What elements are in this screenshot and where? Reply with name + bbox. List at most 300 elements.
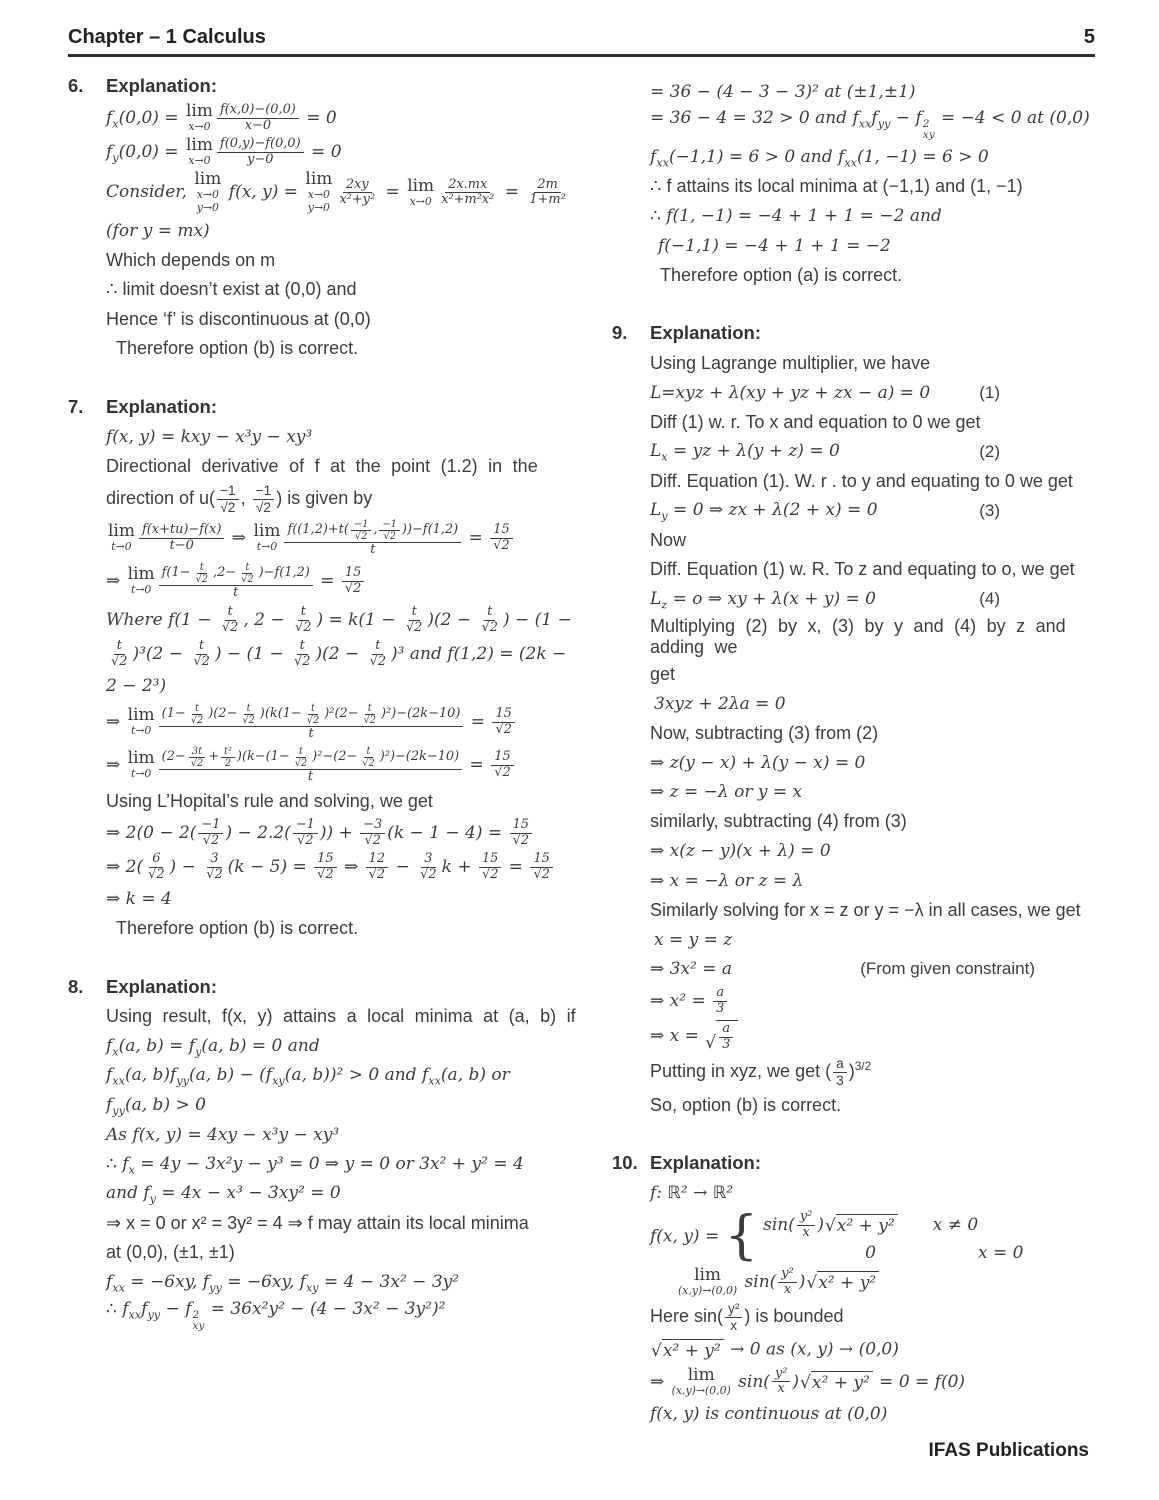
numerator: 2x.mx [445, 178, 490, 194]
content-line [650, 203, 1095, 229]
numerator: 2m [534, 178, 560, 194]
line-content: $L_z = o$ ⇒ xy + λ(x + y) = 0 [650, 588, 876, 611]
denominator: 2 [224, 757, 232, 769]
numerator: f(1− $\frac{t}{√2}$ ,2− $\frac{t}{√2}$ )−f(1,2) [159, 562, 313, 587]
denominator: √2 [405, 619, 423, 635]
section-number: 8. [68, 975, 84, 997]
numerator: −3 [360, 818, 385, 834]
limit-with-subscript [128, 707, 155, 738]
limit-with-subscript [253, 523, 280, 554]
numerator: −1 [217, 483, 239, 500]
fraction [526, 178, 568, 209]
content-line [106, 1004, 576, 1030]
subscript: xx [428, 1074, 441, 1088]
limit-under-row: t→0 [256, 540, 278, 554]
limit-with-subscript [186, 103, 213, 134]
content-line [650, 350, 1095, 376]
limit-with-subscript [678, 1267, 737, 1298]
content-line [106, 424, 576, 450]
denominator: x−0 [244, 117, 272, 133]
fraction [417, 852, 439, 883]
limit-under [257, 541, 277, 554]
line-content: Which depends on m [106, 249, 276, 270]
fraction [403, 605, 425, 636]
content-line [650, 868, 1095, 894]
fraction [293, 818, 318, 849]
content-line [650, 1337, 1095, 1363]
line-content: ⇒ lim t→0 (1− $\frac{t}{√2}$ )(2− $\frac{t}{√2}$ )(k(1− $\frac{t}{√2}$ )²(2− $\frac{t}{√2}$ )²)−(2k−10) t = $\frac{15}{√2}$ [106, 703, 517, 742]
line-content: ⇒ 3x² = a [650, 959, 733, 980]
denominator: √2 [420, 867, 437, 883]
denominator: t [307, 769, 313, 785]
fraction [361, 703, 379, 727]
numerator: y² [778, 1267, 796, 1283]
subscript: x [661, 450, 668, 464]
line-content: So, option (b) is correct. [650, 1094, 842, 1115]
fraction [190, 639, 212, 670]
denominator: x [730, 1317, 738, 1333]
content-line [650, 1020, 1095, 1053]
denominator: √2 [317, 867, 334, 883]
numerator: −1 [351, 519, 371, 531]
radical-sign: √ [806, 1273, 818, 1294]
denominator: √2 [369, 653, 387, 669]
fraction [145, 852, 167, 883]
fraction [239, 703, 257, 727]
limit-under-row: y→0 [196, 200, 219, 214]
section-body [106, 103, 576, 362]
content-line [650, 174, 1095, 200]
content-line [650, 439, 1095, 465]
square-root [806, 1271, 879, 1293]
equation-number: (1) [979, 382, 1000, 402]
limit-with-subscript [128, 750, 155, 781]
denominator: x²+m²x² [441, 192, 495, 208]
column-left [68, 75, 576, 1461]
fraction [253, 483, 275, 515]
equation-number: (From given constraint) [860, 959, 1035, 979]
denominator: √2 [354, 531, 368, 543]
content-line [650, 1364, 1095, 1398]
numerator: a [713, 986, 727, 1002]
numerator: 15 [342, 566, 364, 582]
denominator: √2 [495, 721, 512, 737]
content-line [106, 1092, 576, 1118]
limit-under [308, 189, 330, 214]
content-line [106, 1122, 576, 1148]
denominator: 3 [716, 1000, 725, 1016]
page-number: 5 [1083, 26, 1095, 48]
subscript: xx [844, 155, 857, 169]
denominator: √2 [148, 867, 165, 883]
content-line [106, 483, 576, 515]
subscript: xx [858, 117, 872, 131]
content-line [650, 750, 1095, 776]
line-content: 3xyz + 2λa = 0 [654, 693, 786, 714]
section-heading: Explanation: [106, 975, 218, 997]
subscript: x [128, 1163, 135, 1177]
numerator: a [719, 1022, 733, 1038]
limit-under-row: (x,y)→(0,0) [671, 1383, 731, 1397]
content-line [650, 779, 1095, 805]
fraction [108, 639, 130, 670]
fraction [219, 605, 241, 636]
line-content: Diff. Equation (1) w. R. To z and equating to o, we get [650, 559, 1075, 580]
line-content: f(x, y) = kxy − x³y − xy³ [106, 426, 313, 447]
square-root [705, 1020, 738, 1053]
denominator: √2 [364, 832, 381, 848]
section [612, 1152, 1095, 1427]
section-head [68, 396, 576, 418]
subscript: xy [272, 1074, 285, 1088]
fraction [159, 562, 313, 601]
line-content: at (0,0), (±1, ±1) [106, 1242, 235, 1263]
numerator: y² [797, 1210, 815, 1226]
denominator: √2 [512, 832, 529, 848]
denominator: √2 [383, 531, 396, 543]
content-line [650, 108, 1095, 141]
limit-word: lim [127, 748, 155, 769]
section-number: 10. [612, 1152, 638, 1174]
line-content: = 36 − (4 − 3 − 3)² at (±1,±1) [650, 81, 916, 102]
numerator: t [242, 562, 252, 574]
fraction [217, 483, 239, 515]
denominator: x [802, 1224, 810, 1240]
limit-under-row: t→0 [130, 767, 152, 781]
line-content: $f_{xx} = -6xy$, $f_{yy} = -6xy$, $f_{xy} = 4 - 3x^2 - 3y^2$ [106, 1271, 460, 1295]
page-header [68, 26, 1095, 49]
denominator: √2 [294, 653, 311, 669]
line-content: Hence ‘f’ is discontinuous at (0,0) [106, 308, 371, 329]
limit-under-row: t→0 [130, 583, 152, 597]
content-line [660, 262, 1095, 288]
numerator: f(x+tu)−f(x) [139, 523, 224, 539]
line-content: Putting in xyz, we get ( $\frac{a}{3}$ )$^{3/2}$ [650, 1056, 872, 1088]
fraction [291, 639, 313, 670]
section [68, 396, 576, 942]
superscript: 3/2 [854, 1059, 872, 1074]
line-content: f(−1,1) = −4 + 1 + 1 = −2 [658, 235, 891, 256]
content-line [106, 673, 576, 699]
section-number: 6. [68, 75, 84, 96]
line-content: As f(x, y) = 4xy − x³y − xy³ [106, 1124, 340, 1145]
fraction [336, 178, 378, 209]
limit-under-row: x→0 [188, 154, 211, 168]
line-content: ⇒ x = −λ or z = λ [650, 870, 804, 891]
line-content: Directional derivative of f at the point (1.2) in the [106, 455, 538, 476]
fraction [238, 562, 256, 586]
denominator: √2 [297, 832, 314, 848]
line-content: Similarly solving for x = z or y = −λ in all cases, we get [650, 899, 1081, 920]
fraction [479, 605, 501, 636]
content-line [106, 703, 576, 742]
denominator: √2 [190, 757, 204, 769]
fraction [292, 746, 310, 770]
content-line [650, 144, 1095, 170]
content-line [106, 137, 576, 168]
denominator: √2 [494, 764, 511, 780]
numerator: 15 [314, 852, 336, 868]
line-content: ∴ $f_x = 4y - 3x^2y - y^3 = 0$ ⇒ y = 0 or 3x² + y² = 4 [106, 1153, 524, 1177]
content-line [650, 661, 1095, 687]
fraction [217, 103, 299, 134]
limit-word: lim [194, 169, 222, 190]
numerator: t [372, 639, 383, 655]
section-body [106, 1004, 576, 1332]
fraction [198, 818, 223, 849]
denominator: √2 [241, 574, 254, 586]
content-line [654, 927, 1095, 953]
limit-word: lim [694, 1265, 722, 1286]
line-content: ⇒ x(z − y)(x + λ) = 0 [650, 841, 831, 862]
line-content: ⇒ x = √ $\frac{a}{3}$ [650, 1020, 739, 1053]
content-line [106, 1210, 576, 1236]
line-content: $f_y(0,0)$ = lim x→0 $\frac{f(0,y)-f(0,0)}{y-0}$ = 0 [106, 135, 342, 168]
denominator: t [233, 585, 239, 601]
fraction [366, 852, 388, 883]
section-number: 9. [612, 322, 628, 344]
numerator: a [833, 1056, 847, 1073]
line-content: f: ℝ² → ℝ² [650, 1183, 734, 1204]
subscript: y [661, 509, 668, 523]
line-content: ⇒ lim (x,y)→(0,0) sin( $\frac{\text{y²}}{x}$ ) √ x² + y² = 0 = f(0) [650, 1364, 966, 1397]
denominator: x [777, 1381, 785, 1397]
fraction [159, 746, 463, 785]
limit-with-subscript [305, 171, 332, 214]
numerator: t [298, 605, 309, 621]
limit-word: lim [108, 521, 135, 542]
fraction [292, 605, 314, 636]
line-content: ⇒ 2( $\frac{6}{√2}$ ) − $\frac{3}{√2}$ (k − 5) = $\frac{15}{√2}$ ⇒ $\frac{12}{√2}$ − $\frac{3}{√2}$ k + $\frac{15}{√2}$ = $\frac{15}{√2}$ [106, 852, 555, 883]
line-content: ⇒ 2(0 − 2( $\frac{-1}{√2}$ ) − 2.2( $\frac{-1}{√2}$ )) + $\frac{-3}{√2}$ (k − 1 − 4) = $\frac{15}{√2}$ [106, 818, 534, 849]
content-line [650, 956, 1095, 982]
content-line [650, 838, 1095, 864]
fraction [492, 707, 514, 738]
sub: xy [192, 1319, 205, 1332]
numerator: −1 [379, 519, 399, 531]
content-line [106, 519, 576, 558]
content-line [106, 306, 576, 332]
radical-sign: √ [651, 1341, 662, 1362]
subscript: xx [128, 1308, 142, 1322]
limit-with-subscript [186, 137, 213, 168]
numerator: 3 [207, 852, 221, 868]
line-content: Therefore option (a) is correct. [660, 264, 903, 285]
line-content: (for y = mx) [106, 220, 210, 241]
limit-under [111, 541, 131, 554]
denominator: √2 [344, 581, 362, 597]
limit-with-subscript [407, 175, 435, 209]
denominator: √2 [111, 653, 128, 669]
fraction [772, 1367, 790, 1398]
line-content: ∴ $f_{xx}f_{yy} - f$ 2 xy = 36x²y² − (4 − 3x² − 3y²)² [106, 1298, 446, 1332]
content-line [106, 1063, 576, 1089]
section-body [650, 1180, 1095, 1427]
fraction [217, 137, 304, 168]
line-content: Consider, lim x→0 y→0 f(x, y) = lim x→0 y→0 $\frac{2xy}{\text{x²+y²}}$ = lim x→0 $\frac{2x.mx}{\text{x²+m²x²}}$ = $\frac{2m}{\text{1+m²}}$ [106, 171, 571, 214]
content-line [650, 586, 1095, 612]
fraction [438, 178, 497, 209]
equation-number: (3) [979, 500, 1000, 520]
section-heading: Explanation: [106, 395, 218, 417]
line-content: direction of u( $\frac{-1}{√2}$ , $\frac{-1}{√2}$ ) is given by [106, 482, 373, 515]
numerator: 3t [189, 746, 205, 758]
line-content: Therefore option (b) is correct. [116, 918, 359, 939]
line-content: √ x² + y² → 0 as (x, y) → (0,0) [651, 1339, 899, 1362]
radicand [716, 1020, 738, 1053]
content-line [650, 1180, 1095, 1206]
section [612, 79, 1095, 289]
case-rows [763, 1210, 1023, 1264]
fraction [833, 1056, 847, 1088]
piecewise-cases [724, 1205, 1024, 1267]
subscript: yy [209, 1281, 222, 1295]
section-heading: Explanation: [106, 75, 218, 96]
content-line [106, 1299, 576, 1332]
numerator: t² [221, 746, 235, 758]
line-content: ∴ f attains its local minima at (−1,1) and (1, −1) [650, 176, 1023, 197]
fraction [725, 1301, 742, 1333]
content-line [658, 233, 1095, 259]
content-line [650, 380, 1095, 406]
equation-number: (2) [979, 441, 1000, 461]
numerator: y² [725, 1301, 742, 1318]
line-content: Diff (1) w. r. To x and equation to 0 we get [650, 411, 981, 432]
content-line [650, 527, 1095, 553]
square-root [825, 1214, 898, 1236]
radicand: x² + y² [817, 1271, 879, 1293]
column-right [612, 75, 1095, 1461]
case-row: sin( $\frac{\text{y²}}{x}$ ) √ x² + y² x ≠ 0 [763, 1208, 979, 1240]
radical-sign: √ [800, 1372, 811, 1393]
content-line [106, 852, 576, 883]
content-line [116, 916, 576, 942]
line-content: lim (x,y)→(0,0) sin( $\frac{\text{y²}}{x}$ ) √ x² + y² [676, 1267, 880, 1298]
limit-under [131, 725, 151, 738]
content-line [106, 789, 576, 815]
denominator: y−0 [247, 152, 274, 168]
fraction [778, 1267, 796, 1298]
limit-under-row: x→0 [188, 120, 211, 134]
page-footer [929, 1440, 1089, 1462]
numerator: t [197, 562, 207, 574]
content-line [650, 897, 1095, 923]
limit-word: lim [127, 705, 155, 726]
content-line [106, 886, 576, 912]
section-body [650, 350, 1095, 1118]
limit-under [131, 584, 151, 597]
subscript: xy [305, 1281, 319, 1295]
equation-number: (4) [979, 589, 1000, 609]
content-columns [68, 75, 1095, 1461]
line-content: $f_x(a$, $b) = f_y(a$, b) = 0 and [106, 1035, 320, 1059]
numerator: 15 [479, 852, 501, 868]
fraction [479, 852, 501, 883]
limit-under [131, 768, 151, 781]
line-content: = 36 − 4 = 32 > 0 and $f_{xx}f_{yy} - f$ 2 xy = −4 < 0 at (0,0) [650, 108, 1090, 141]
line-content: Using L’Hopital’s rule and solving, we get [106, 791, 433, 812]
limit-under-row: x→0 [307, 188, 330, 202]
limit-word: lim [253, 521, 281, 542]
limit-with-subscript [108, 523, 135, 554]
numerator: f(x,0)−(0,0) [217, 103, 299, 119]
numerator: −1 [253, 483, 275, 500]
publisher-name: IFAS Publications [928, 1440, 1089, 1461]
denominator: 1+m² [529, 192, 566, 208]
chapter-title: Chapter – 1 Calculus [68, 26, 266, 48]
fraction [314, 852, 336, 883]
line-content: ⇒ z(y − x) + λ(y − x) = 0 [650, 752, 866, 773]
content-line [106, 1033, 576, 1059]
limit-word: lim [305, 169, 333, 190]
fraction [530, 852, 552, 883]
limit-with-subscript [194, 171, 221, 214]
denominator: t [370, 542, 376, 558]
section-head [68, 75, 576, 97]
content-line [650, 557, 1095, 583]
denominator: √2 [295, 619, 312, 635]
numerator: t [192, 703, 202, 715]
numerator: 12 [366, 852, 388, 868]
content-line [106, 605, 576, 636]
denominator: √2 [202, 832, 220, 848]
limit-under-row: t→0 [111, 540, 132, 554]
content-line [106, 1240, 576, 1266]
denominator: √2 [362, 757, 375, 769]
denominator: √2 [190, 714, 204, 726]
numerator: t [196, 639, 207, 655]
numerator: t [308, 703, 318, 715]
fraction [351, 519, 371, 543]
numerator: t [225, 605, 236, 621]
numerator: (2− $\frac{3t}{√2}$ + $\frac{\text{t²}}{2}$ )(k−(1− $\frac{t}{√2}$ )²−(2− $\frac{t}{√2}$ )²)−(2k−10) [159, 746, 463, 771]
fraction [203, 852, 225, 883]
fraction [359, 746, 377, 770]
fraction [139, 523, 224, 554]
numerator: t [297, 639, 308, 655]
subscript: yy [112, 1104, 125, 1118]
subscript: y [149, 1192, 157, 1206]
fraction [193, 562, 211, 586]
line-content: ⇒ lim t→0 f(1− $\frac{t}{√2}$ ,2− $\frac{t}{√2}$ )−f(1,2) t = $\frac{15}{√2}$ [106, 562, 366, 601]
numerator: −1 [198, 818, 223, 834]
line-content: $f_{yy}(a$, b) > 0 [106, 1094, 206, 1118]
content-line [106, 639, 576, 670]
square-root [651, 1339, 724, 1361]
line-content: Here sin( $\frac{\text{y²}}{x}$ ) is bounded [650, 1301, 844, 1333]
line-content: ⇒ x² = $\frac{a}{3}$ [650, 986, 729, 1017]
numerator: 6 [149, 852, 163, 868]
limit-word: lim [687, 1364, 715, 1385]
content-line [106, 818, 576, 849]
numerator: (1− $\frac{t}{√2}$ )(2− $\frac{t}{√2}$ )(k(1− $\frac{t}{√2}$ )²(2− $\frac{t}{√2}$ )²)−(2k−10) [159, 703, 464, 728]
section-head [612, 322, 1095, 344]
fraction [490, 523, 512, 554]
denominator: √2 [255, 499, 272, 515]
numerator: 15 [490, 523, 512, 539]
numerator: f(0,y)−f(0,0) [217, 137, 304, 153]
fraction [719, 1022, 733, 1053]
line-content: ⇒ lim t→0 (2− $\frac{3t}{√2}$ + $\frac{\text{t²}}{2}$ )(k−(1− $\frac{t}{√2}$ )²−(2− $\frac{t}{√2}$ )²)−(2k−10) t = $\frac{15}{√2}$ [106, 746, 516, 785]
content-line [650, 1205, 1095, 1267]
fraction [367, 639, 389, 670]
limit-under-row: x→0 [409, 194, 432, 208]
line-content: Diff. Equation (1). W. r . to y and equating to 0 we get [650, 470, 1073, 491]
limit-under-row: y→0 [307, 200, 330, 214]
radicand: x² + y² [811, 1371, 873, 1393]
fraction [221, 746, 235, 770]
limit-under [197, 189, 219, 214]
